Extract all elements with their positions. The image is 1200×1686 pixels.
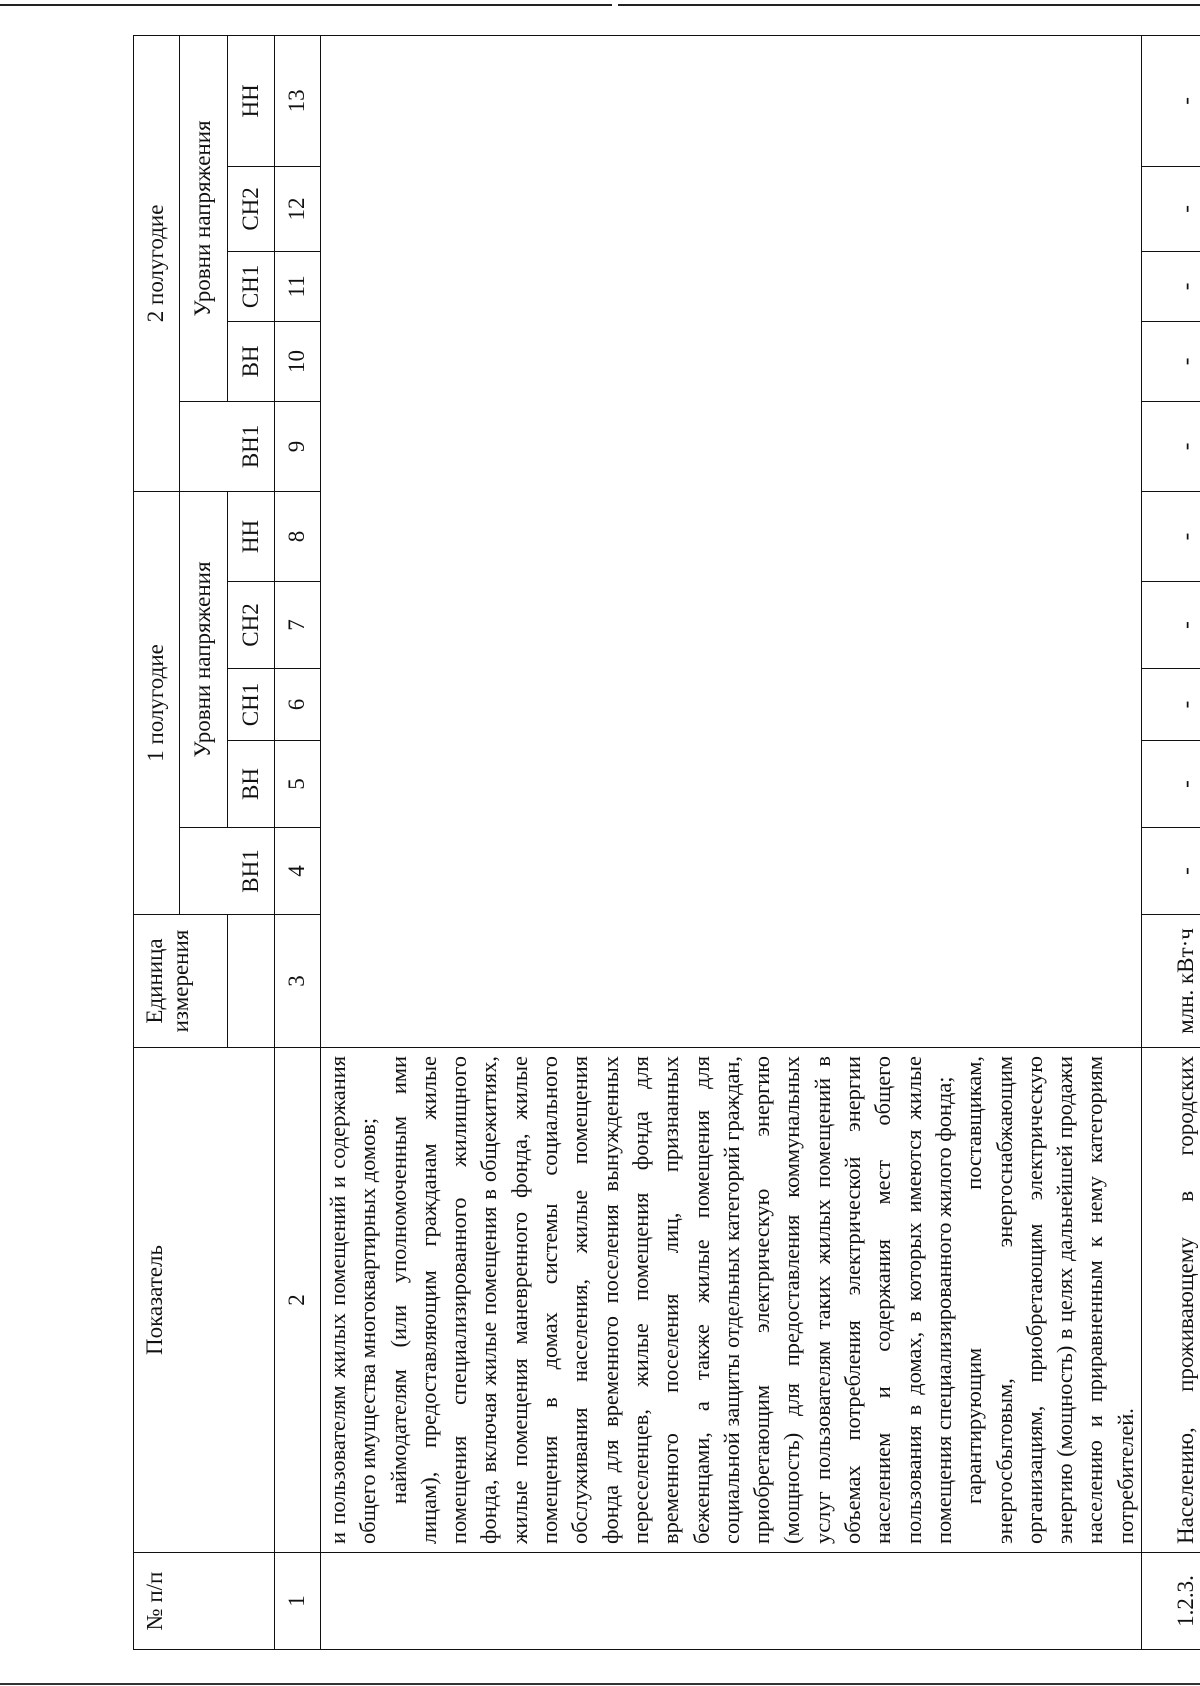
level-h1-sn1 — [228, 669, 275, 741]
row-value: - — [1142, 828, 1200, 915]
level-h2-sn2-label: СН2 — [237, 187, 263, 231]
level-h1-vn-label: ВН — [237, 768, 263, 800]
header-half1 — [134, 491, 180, 914]
header-half2-spacer — [180, 401, 228, 491]
page-top-rule — [0, 4, 1200, 6]
level-h1-vn1 — [228, 828, 275, 915]
header-voltage-levels-2-label: Уровни напряжения — [190, 120, 216, 317]
level-h1-sn1-label: СН1 — [237, 682, 263, 727]
header-unit-blank — [228, 915, 275, 1048]
row-value: - — [1142, 321, 1200, 401]
continued-para-2: наймодателям (или уполномоченным ими лицам), предоставляющим гражданам жилые помещения специализированного жилищного фонда, включая жилые помещения в общежитиях, жилые помещения маневренного фонда, жилые помещения в домах системы социального обслуживания населения, жилые помещения фонда для временного поселения вынужденных переселенцев, жилые помещения фонда для временного поселения лиц, признанных беженцами, а также жилые помещения для социальной защиты отдельных категорий граждан, приобретающим электрическую энергию (мощность) для предоставления коммунальных услуг пользователям таких жилых помещений в объемах потребления электрической энергии населением и содержания мест общего пользования в домах, в которых имеются жилые помещения специализированного жилого фонда; — [385, 1056, 956, 1544]
level-h2-sn2 — [228, 166, 275, 251]
column-number: 13 — [275, 35, 321, 166]
continued-text — [321, 1048, 1141, 1552]
row-num: 1.2.3. — [1142, 1553, 1200, 1650]
level-h1-nn — [228, 491, 275, 581]
header-half2-label: 2 полугодие — [143, 204, 169, 323]
row-value: - — [1142, 166, 1200, 251]
continued-row — [321, 35, 1142, 1649]
column-number: 7 — [275, 582, 321, 669]
header-half2 — [134, 35, 180, 491]
continued-text-cell — [321, 1048, 1142, 1553]
level-h2-sn1 — [228, 251, 275, 321]
header-unit — [134, 915, 228, 1048]
column-number: 8 — [275, 491, 321, 581]
column-number: 6 — [275, 669, 321, 741]
page-bottom-rule — [0, 1683, 1200, 1685]
level-h2-vn-label: ВН — [237, 345, 263, 378]
table-row — [1142, 35, 1200, 1649]
level-h2-vn1 — [228, 401, 275, 491]
header-half1-label: 1 полугодие — [143, 644, 169, 762]
row-indicator — [1142, 1048, 1200, 1553]
header-half1-spacer — [180, 828, 228, 915]
row-value: - — [1142, 582, 1200, 669]
continued-empty-cell — [321, 35, 1142, 1047]
header-voltage-levels-2 — [180, 35, 228, 401]
column-number: 3 — [275, 915, 321, 1048]
tariff-table — [133, 35, 1200, 1650]
row-value: - — [1142, 251, 1200, 321]
level-h2-sn1-label: СН1 — [237, 264, 263, 309]
level-h1-vn1-label: ВН1 — [237, 849, 263, 893]
header-indicator-label: Показатель — [142, 1244, 167, 1356]
continued-para-3: гарантирующим поставщикам, энергосбытовым, энергоснабжающим организациям, приобретающим электрическую энергию (мощность) в целях дальнейшей продажи населению и приравненным к нему категориям потребителей. — [961, 1056, 1138, 1544]
level-h1-nn-label: НН — [237, 519, 263, 554]
level-h1-sn2 — [228, 582, 275, 669]
column-number: 5 — [275, 741, 321, 828]
header-voltage-levels-1-label: Уровни напряжения — [190, 561, 216, 758]
level-h2-vn — [228, 321, 275, 401]
header-num-label: № п/п — [142, 1571, 167, 1631]
level-h2-vn1-label: ВН1 — [237, 424, 263, 469]
row-value: - — [1142, 491, 1200, 581]
header-indicator — [134, 1048, 275, 1553]
column-number: 4 — [275, 828, 321, 915]
header-voltage-levels-1 — [180, 491, 228, 827]
level-h1-vn — [228, 741, 275, 828]
column-number: 2 — [275, 1048, 321, 1553]
header-unit-label: Единица измерения — [142, 929, 194, 1033]
continued-para-1: и пользователям жилых помещений и содержания общего имущества многоквартирных домов; — [325, 1056, 381, 1544]
column-number: 1 — [275, 1553, 321, 1650]
level-h2-nn — [228, 35, 275, 166]
column-numbers-row — [275, 35, 321, 1649]
row-value: - — [1142, 669, 1200, 741]
page-top-rule-gap — [612, 0, 618, 10]
column-number: 10 — [275, 321, 321, 401]
row-unit: млн. кВт·ч — [1142, 915, 1200, 1048]
header-num — [134, 1553, 275, 1650]
level-h1-sn2-label: СН2 — [237, 603, 263, 647]
row-value: - — [1142, 741, 1200, 828]
row-value: - — [1142, 35, 1200, 166]
column-number: 9 — [275, 401, 321, 491]
column-number: 11 — [275, 251, 321, 321]
row-value: - — [1142, 401, 1200, 491]
row-indicator-text: Населению, проживающему в городских — [1172, 1056, 1198, 1544]
level-h2-nn-label: НН — [237, 84, 263, 118]
continued-num-cell — [321, 1553, 1142, 1650]
column-number: 12 — [275, 166, 321, 251]
rotated-page-content — [133, 36, 1198, 1650]
